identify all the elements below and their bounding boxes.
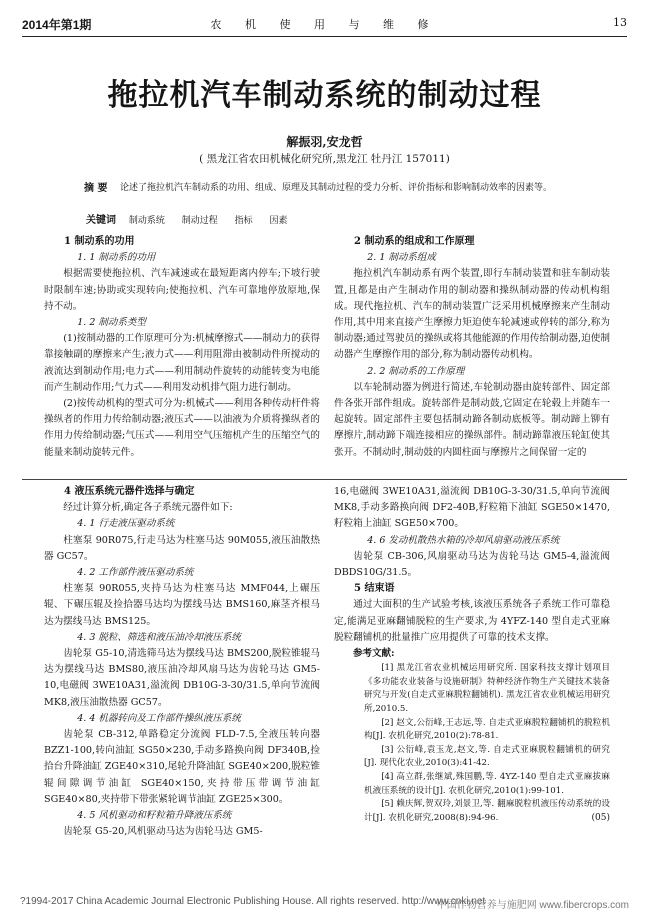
page-header (22, 14, 627, 37)
column-top-right (334, 234, 610, 461)
page-footer (20, 896, 629, 910)
paragraph: 拖拉机汽车制动系有两个装置,即行车制动装置和驻车制动装置,且都是由产生制动作用的制动器和操纵制动器的传动机构组成。现代拖拉机、汽车的制动装置广泛采用机械摩擦来产生制动作用,其中用来直接产生摩擦力矩迫使车轮减速或停转的部分,称为制动器;通过驾驶员的操纵或将其他能源的作用传给制动器,迫使制动器产生摩擦作用的部分,称为制动器传动机构。 (334, 268, 610, 361)
reference-item: [4] 高立群,张继斌,殊国鹏,等. 4YZ-140 型自走式亚麻拔麻机液压系统的设计[J]. 农机化研究,2010(1):99-101. (364, 771, 610, 796)
section-divider (22, 479, 627, 480)
affiliation: ( 黑龙江省农田机械化研究所,黑龙江 牡丹江 157011) (199, 153, 450, 165)
section-heading: 1 制动系的功用 (64, 236, 135, 247)
subsection-heading: 1. 2 制动系类型 (77, 317, 146, 329)
column-top-left (44, 234, 320, 461)
column-bottom-left (44, 484, 320, 840)
paragraph: 柱塞泵 90R055,夹持马达为柱塞马达 MMF044,上碾压辊、下碾压辊及捡拾器马达均为摆线马达 BMS160,麻茎齐根马达为摆线马达 BMS125。 (44, 583, 320, 627)
paragraph: 齿轮泵 G5-20,风机驱动马达为齿轮马达 GM5- (63, 826, 263, 838)
references-heading: 参考文献: (353, 648, 395, 660)
subsection-heading: 4. 4 机器转向及工作部件操纵液压系统 (77, 712, 241, 724)
paragraph: 16,电磁阀 3WE10A31,溢流阀 DB10G-3-30/31.5,单向节流阀 MK8,手动多路换向阀 DF2-40B,籽粒箱下油缸 SGE50×1470,籽粒箱上油缸 SGE50×700。 (334, 486, 610, 530)
reference-item: [2] 赵文,公衍峰,王志远,等. 自走式亚麻脱粒翻铺机的脱粒机构[J]. 农机化研究,2010(2):78-81. (364, 717, 610, 742)
abstract-text: 论述了拖拉机汽车制动系的功用、组成、原理及其制动过程的受力分析、评价指标和影响制动效率的因素等。 (120, 183, 553, 193)
section-heading: 4 液压系统元器件选择与确定 (64, 486, 195, 497)
reference-item: [3] 公衍峰,袁玉龙,赵文,等. 自走式亚麻脱粒翻铺机的研究[J]. 现代化农业,2010(3):41-42. (364, 744, 610, 769)
paragraph: 齿轮泵 G5-10,清选筛马达为摆线马达 BMS200,脱粒锥辊马达为摆线马达 BMS80,液压油冷却风扇马达为齿轮马达 GM5-10,电磁阀 3WE10A31,溢流阀 DB10G-3-30/31.5,单向节流阀 MK8,液压油散热器 GC57。 (44, 648, 320, 708)
paragraph: 齿轮泵 CB-312,单路稳定分流阀 FLD-7.5,全液压转向器 BZZ1-100,转向油缸 SG50×230,手动多路换向阀 DF340B,捡拾台升降油缸 ZGE40×310,尾轮升降油缸 SGE40×200,脱粒锥辊间隙调节油缸 SGE40×150,夹持带压带调节油缸 SGE40×80,夹持带下带张紧轮调节油缸 ZGE25×300。 (44, 729, 320, 805)
abstract-label: 摘 要 (84, 183, 108, 194)
page-id: (05) (591, 812, 610, 823)
subsection-heading: 4. 6 发动机散热水箱的冷却风扇驱动液压系统 (367, 534, 560, 546)
paragraph: 以车轮制动器为例进行简述,车轮制动器由旋转部件、固定部件各张开部件组成。旋转部件是制动鼓,它固定在轮毂上并随车一起旋转。固定部件主要包括制动蹄各制动底板等。制动蹄上铆有摩擦片,制动蹄下端连接相应的操纵部件。制动蹄靠液压轮缸使其张开。不制动时,制动鼓的内圆柱面与摩擦片之间保留一定的 (334, 381, 610, 458)
subsection-heading: 4. 5 风机驱动和籽粒箱升降液压系统 (77, 810, 232, 822)
reference-item: [1] 黑龙江省农业机械运用研究所. 国家科技支撑计划项目《多功能农业装备与设施研制》特种经济作物生产关键技术装备研究与开发(自走式亚麻脱粒翻铺机). 黑龙江省农业机械运用研究所,2010.5. (364, 663, 610, 715)
reference-item (334, 798, 610, 825)
paragraph: 齿轮泵 CB-306,风扇驱动马达为齿轮马达 GM5-4,溢流阀 DBDS10G/31.5。 (334, 550, 610, 579)
keywords-label: 关键词 (86, 215, 116, 226)
keywords (86, 211, 606, 226)
keyword: 制动过程 (181, 216, 218, 226)
section-heading: 2 制动系的组成和工作原理 (354, 236, 475, 247)
paragraph: 通过大面积的生产试验考核,该液压系统各子系统工作可靠稳定,能满足亚麻翻铺脱粒的生产要求,为 4YFZ-140 型自走式亚麻脱粒翻铺机的批量推广应用提供了可靠的技术支撑。 (334, 599, 610, 643)
paragraph: 柱塞泵 90R075,行走马达为柱塞马达 90M055,液压油散热器 GC57。 (44, 534, 320, 562)
journal-name: 农 机 使 用 与 维 修 (210, 18, 439, 31)
section-heading: 5 结束语 (354, 583, 395, 595)
subsection-heading: 2. 2 制动系的工作原理 (367, 365, 465, 377)
subsection-heading: 4. 2 工作部件液压驱动系统 (77, 567, 194, 579)
paragraph: 经过计算分析,确定各子系统元器件如下: (63, 502, 233, 514)
reference-text: [5] 赖庆辉,贺双玲,刘景卫,等. 翻麻脱粒机液压传动系统的设计[J]. 农机化研究,2008(8):94-96. (364, 799, 610, 823)
subsection-heading: 4. 3 脱粒、筛选和液压油冷却液压系统 (77, 631, 241, 643)
paragraph: (1)按制动器的工作原理可分为:机械摩擦式——制动力的获得靠接触副的摩擦来产生;液力式——利用阻滞由被制动件所搅动的液流达到制动作用;电力式——利用制动件旋转的动能转变为电能而产生制动作用;气力式——利用发动机排气阻力进行制动。 (44, 333, 320, 393)
subsection-heading: 4. 1 行走液压驱动系统 (77, 518, 175, 530)
authors: 解振羽,安龙哲 (286, 135, 363, 149)
abstract (86, 181, 606, 196)
keyword: 制动系统 (128, 216, 165, 226)
keyword: 因素 (269, 216, 288, 226)
article-title: 拖拉机汽车制动系统的制动过程 (107, 78, 542, 113)
subsection-heading: 1. 1 制动系的功用 (77, 252, 156, 264)
watermark: 中国作物营养与施肥网 www.fibercrops.com (436, 900, 629, 911)
paragraph: 根据需要使拖拉机、汽车减速或在最短距离内停车;下坡行驶时限制车速;协助或实现转向;使拖拉机、汽车可靠地停放原地,保持不动。 (44, 268, 320, 312)
keyword: 指标 (234, 216, 253, 226)
copyright-notice: ?1994-2017 China Academic Journal Electronic Publishing House. All rights reserved. http://www.cnki.net (20, 896, 486, 907)
column-bottom-right (334, 484, 610, 825)
paragraph: (2)按传动机构的型式可分为:机械式——利用各种传动杆件将操纵者的作用力传给制动器;液压式——以油液为介质将操纵者的作用力传给制动器;气压式——利用空气压缩机产生的压缩空气的能量来制动旋转元件。 (44, 398, 320, 458)
issue-label: 2014年第1期 (22, 18, 92, 32)
subsection-heading: 2. 1 制动系组成 (367, 252, 436, 264)
page-number: 13 (613, 16, 627, 29)
